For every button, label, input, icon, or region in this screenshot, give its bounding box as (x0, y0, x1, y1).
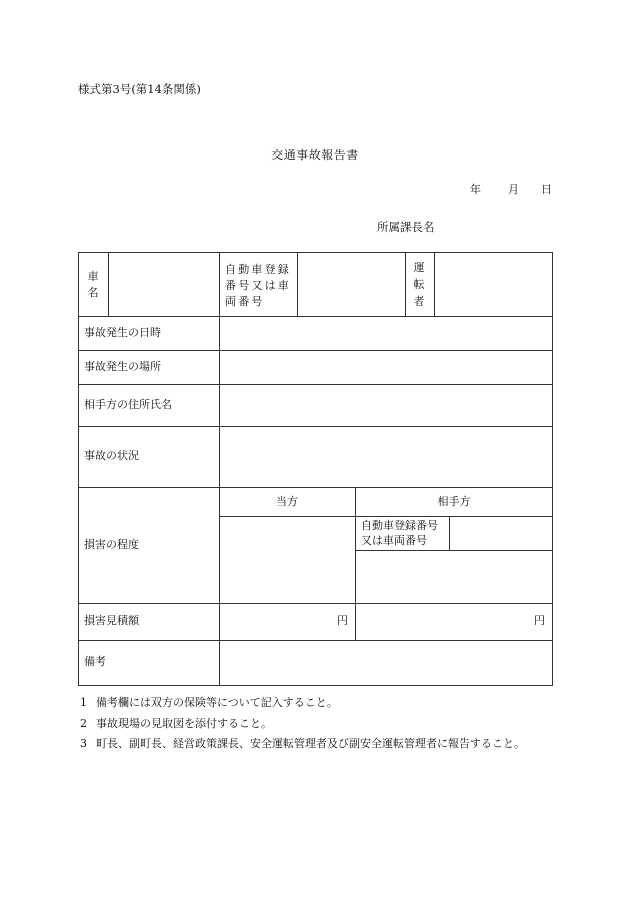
divider (434, 252, 435, 316)
table-border-left (78, 252, 79, 686)
row-line (78, 640, 553, 641)
situation-label: 事故の状況 (84, 449, 139, 462)
document-title: 交通事故報告書 (271, 148, 359, 162)
date-year-label: 年 (470, 183, 481, 196)
other-yen-unit: 円 (534, 614, 545, 627)
note-item: 3 町長、副町長、経営政策課長、安全運転管理者及び副安全運転管理者に報告すること。 (80, 737, 525, 750)
our-side-header: 当方 (276, 495, 298, 508)
row-line (78, 350, 553, 351)
row-line (78, 426, 553, 427)
divider (297, 252, 298, 316)
occurred-datetime-label: 事故発生の日時 (84, 326, 161, 339)
divider (405, 252, 406, 316)
row-line (219, 516, 553, 517)
date-day-label: 日 (541, 183, 552, 196)
damage-degree-label: 損害の程度 (84, 538, 139, 551)
label-column-divider (219, 252, 220, 686)
driver-label: 運 転 者 (413, 261, 425, 308)
date-month-label: 月 (508, 183, 519, 196)
vehicle-name-label: 車 名 (87, 270, 99, 299)
registration-number-label: 自動車登録 番号又は車 両番号 (225, 263, 291, 308)
note-item: 2 事故現場の見取図を添付すること。 (80, 717, 272, 730)
row-line (78, 316, 553, 317)
note-item: 1 備考欄には双方の保険等について記入すること。 (80, 696, 338, 709)
table-border-right (552, 252, 553, 686)
row-line (78, 487, 553, 488)
section-head-label: 所属課長名 (377, 220, 435, 234)
other-party-label: 相手方の住所氏名 (84, 398, 172, 411)
row-line (78, 603, 553, 604)
occurred-place-label: 事故発生の場所 (84, 360, 161, 373)
divider (355, 487, 356, 640)
divider (108, 252, 109, 316)
row-line (355, 550, 553, 551)
other-side-header: 相手方 (437, 495, 471, 508)
divider (449, 516, 450, 550)
remarks-label: 備考 (84, 655, 106, 668)
other-registration-label: 自動車登録番号 又は車両番号 (361, 519, 438, 547)
our-yen-unit: 円 (337, 614, 348, 627)
form-number: 様式第3号(第14条関係) (78, 82, 201, 96)
table-border-bottom (78, 685, 553, 686)
damage-estimate-label: 損害見積額 (84, 614, 139, 627)
table-border-top (78, 252, 553, 253)
accident-report-table (78, 252, 553, 686)
row-line (78, 384, 553, 385)
